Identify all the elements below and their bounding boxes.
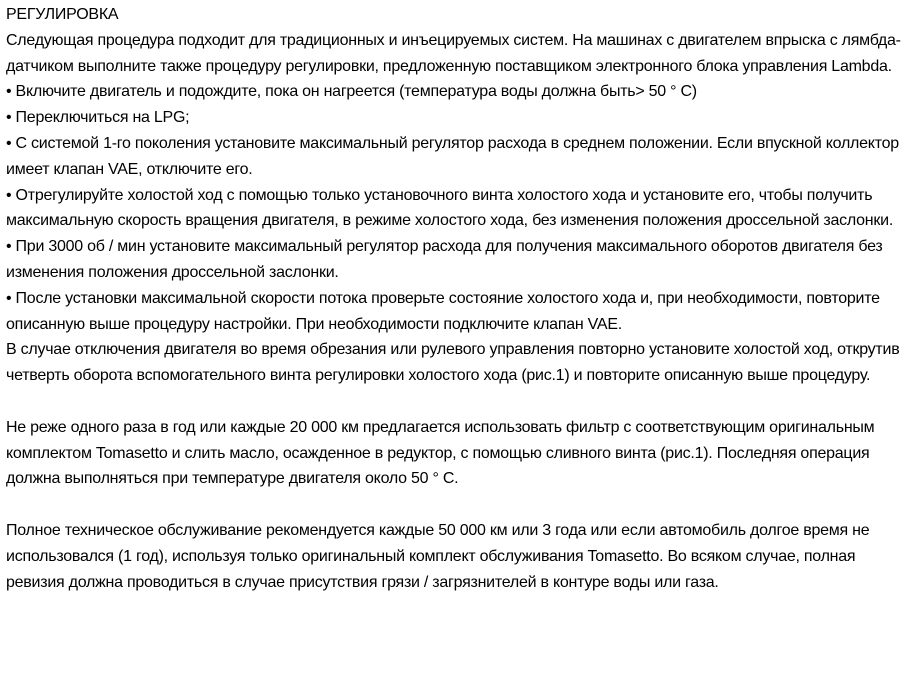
bullet-item: • Включите двигатель и подождите, пока он нагреется (температура воды должна быть> 50 ° C) (6, 83, 697, 101)
bullet-item: • С системой 1-го поколения установите максимальный регулятор расхода в среднем положении. Если впускной коллектор имеет клапан VAE, отключите его. (6, 134, 899, 178)
bullet-item: • Переключиться на LPG; (6, 109, 190, 127)
document-body (6, 2, 902, 595)
stall-recovery-paragraph: В случае отключения двигателя во время обрезания или рулевого управления повторно установите холостой ход, открутив четверть оборота вспомогательного винта регулировки холостого хода (рис.1) и повторите описанную выше процедуру. (6, 341, 900, 385)
filter-maintenance-paragraph: Не реже одного раза в год или каждые 20 000 км предлагается использовать фильтр с соответствующим оригинальным комплектом Tomasetto и слить масло, осажденное в редуктор, с помощью сливного винта (рис.1). Последняя операция должна выполняться при температуре двигателя около 50 ° C. (6, 418, 875, 488)
intro-paragraph: Следующая процедура подходит для традиционных и инъецируемых систем. На машинах с двигателем впрыска с лямбда-датчиком выполните также процедуру регулировки, предложенную поставщиком электронного блока управления Lambda. (6, 31, 901, 75)
section-heading: РЕГУЛИРОВКА (6, 6, 119, 23)
bullet-item: • При 3000 об / мин установите максимальный регулятор расхода для получения максимального оборотов двигателя без изменения положения дроссельной заслонки. (6, 238, 883, 281)
full-maintenance-paragraph: Полное техническое обслуживание рекомендуется каждые 50 000 км или 3 года или если автомобиль долгое время не использовался (1 год), используя только оригинальный комплект обслуживания Tomasetto. Во всяком случае, полная ревизия должна проводиться в случае присутствия грязи / загрязнителей в контуре воды или газа. (6, 521, 870, 591)
bullet-item: • Отрегулируйте холостой ход с помощью только установочного винта холостого хода и установите его, чтобы получить максимальную скорость вращения двигателя, в режиме холостого хода, без изменения положения дроссельной заслонки. (6, 186, 894, 230)
paragraph-spacer (6, 492, 902, 518)
bullet-item: • После установки максимальной скорости потока проверьте состояние холостого хода и, при необходимости, повторите описанную выше процедуру настройки. При необходимости подключите клапан VAE. (6, 289, 880, 333)
paragraph-spacer (6, 389, 902, 415)
